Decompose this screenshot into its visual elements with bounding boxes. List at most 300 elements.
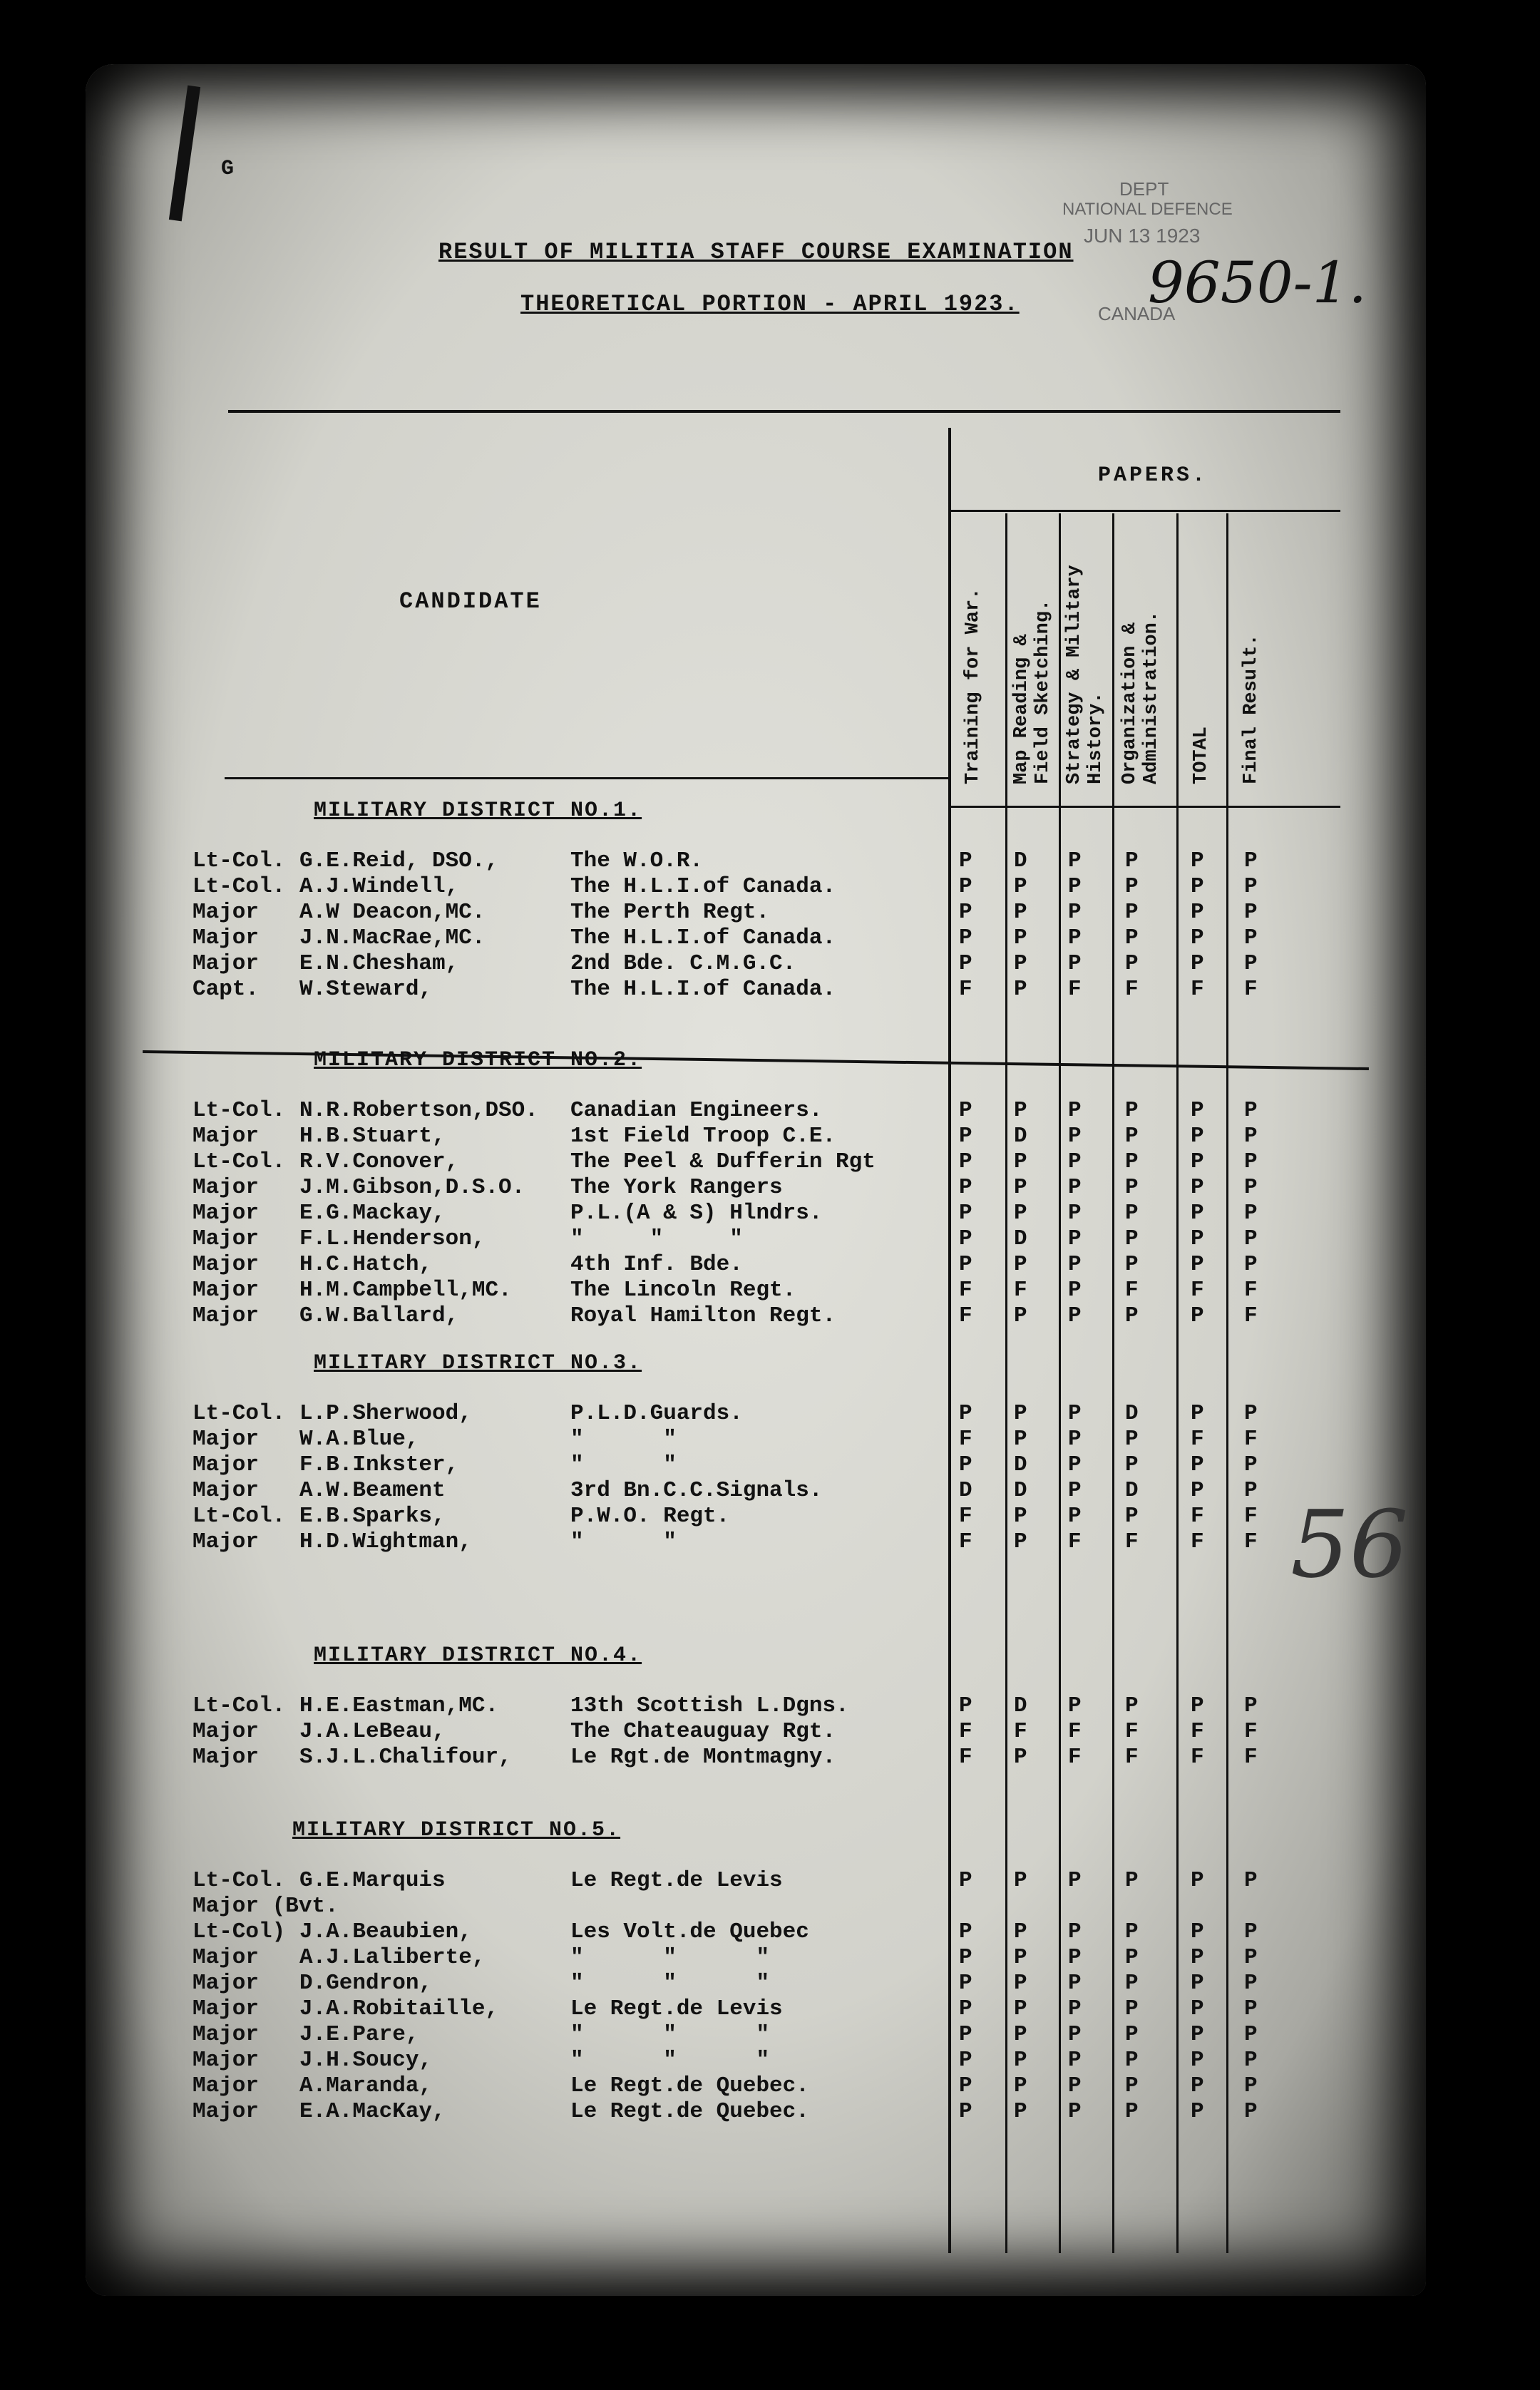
result-mark: P bbox=[1244, 2099, 1258, 2124]
result-mark: F bbox=[1244, 1303, 1258, 1328]
result-mark: P bbox=[959, 2073, 972, 2098]
result-mark: P bbox=[959, 2048, 972, 2073]
result-mark: P bbox=[1244, 1175, 1258, 1200]
result-mark: P bbox=[959, 1175, 972, 1200]
candidate-rank: Major bbox=[192, 1996, 260, 2021]
candidate-name: E.A.MacKay, bbox=[299, 2099, 446, 2124]
table-row bbox=[86, 1201, 1426, 1226]
result-mark: P bbox=[959, 1124, 972, 1149]
result-mark: P bbox=[959, 1226, 972, 1251]
result-mark: P bbox=[1014, 1401, 1027, 1426]
result-mark: P bbox=[1244, 1945, 1258, 1970]
candidate-rank: Major bbox=[192, 2048, 260, 2073]
result-mark: P bbox=[1014, 1745, 1027, 1770]
col-header-final: Final Result. bbox=[1241, 634, 1262, 784]
candidate-rank: Lt-Col. bbox=[192, 1401, 286, 1426]
result-mark: P bbox=[1125, 1971, 1139, 1996]
candidate-rank: Major bbox=[192, 1945, 260, 1970]
table-row bbox=[86, 2048, 1426, 2073]
result-mark: P bbox=[1191, 1252, 1204, 1277]
table-row bbox=[86, 1427, 1426, 1452]
result-mark: P bbox=[1191, 1201, 1204, 1226]
result-mark: P bbox=[1244, 1149, 1258, 1174]
result-mark: P bbox=[959, 1201, 972, 1226]
result-mark: P bbox=[1191, 1452, 1204, 1477]
candidate-unit: The H.L.I.of Canada. bbox=[570, 925, 836, 950]
result-mark: P bbox=[1244, 1919, 1258, 1944]
result-mark: P bbox=[1014, 1529, 1027, 1554]
result-mark: D bbox=[1014, 1226, 1027, 1251]
table-row bbox=[86, 1693, 1426, 1719]
table-row bbox=[86, 1529, 1426, 1555]
result-mark: P bbox=[1014, 874, 1027, 899]
result-mark: P bbox=[959, 1868, 972, 1893]
result-mark: P bbox=[1068, 1996, 1082, 2021]
candidate-name: R.V.Conover, bbox=[299, 1149, 459, 1174]
document-title: RESULT OF MILITIA STAFF COURSE EXAMINATION bbox=[438, 239, 1074, 265]
result-mark: P bbox=[1244, 1478, 1258, 1503]
result-mark: P bbox=[1191, 900, 1204, 925]
result-mark: P bbox=[1068, 951, 1082, 976]
result-mark: P bbox=[1014, 2048, 1027, 2073]
result-mark: P bbox=[1014, 2073, 1027, 2098]
result-mark: P bbox=[1191, 1303, 1204, 1328]
result-mark: P bbox=[1191, 1693, 1204, 1718]
candidate-rank: Major bbox=[192, 1124, 260, 1149]
result-mark: P bbox=[1014, 1201, 1027, 1226]
result-mark: P bbox=[1191, 1401, 1204, 1426]
result-mark: P bbox=[1244, 1996, 1258, 2021]
result-mark: P bbox=[1068, 1098, 1082, 1123]
result-mark: F bbox=[1191, 1719, 1204, 1744]
candidate-unit: The W.O.R. bbox=[570, 848, 704, 873]
table-row bbox=[86, 1175, 1426, 1201]
papers-header: PAPERS. bbox=[1098, 463, 1208, 488]
candidate-name: H.C.Hatch, bbox=[299, 1252, 433, 1277]
candidate-rank: Major bbox=[192, 925, 260, 950]
table-row bbox=[86, 1278, 1426, 1303]
result-mark: F bbox=[1068, 1529, 1082, 1554]
result-mark: P bbox=[1125, 1201, 1139, 1226]
candidate-rank: Major bbox=[192, 1719, 260, 1744]
candidate-rank: Major (Bvt. bbox=[192, 1894, 339, 1919]
result-mark: P bbox=[1125, 1693, 1139, 1718]
candidate-unit: " " " bbox=[570, 2048, 770, 2073]
result-mark: F bbox=[1068, 1745, 1082, 1770]
result-mark: F bbox=[1244, 1529, 1258, 1554]
col-header-training: Training for War. bbox=[962, 588, 984, 784]
result-mark: P bbox=[1125, 1303, 1139, 1328]
result-mark: P bbox=[1068, 1124, 1082, 1149]
candidate-unit: Le Regt.de Quebec. bbox=[570, 2073, 809, 2098]
candidate-rank: Major bbox=[192, 2073, 260, 2098]
result-mark: P bbox=[1125, 1149, 1139, 1174]
candidate-rank: Lt-Col. bbox=[192, 1504, 286, 1529]
result-mark: P bbox=[1014, 1504, 1027, 1529]
candidate-rank: Lt-Col. bbox=[192, 1693, 286, 1718]
result-mark: P bbox=[1191, 1868, 1204, 1893]
result-mark: P bbox=[1244, 1201, 1258, 1226]
result-mark: P bbox=[1068, 1401, 1082, 1426]
col-header-strategy: Strategy & Military History. bbox=[1064, 565, 1107, 784]
candidate-name: A.W Deacon,MC. bbox=[299, 900, 486, 925]
candidate-name: E.N.Chesham, bbox=[299, 951, 459, 976]
result-mark: P bbox=[959, 1149, 972, 1174]
result-mark: P bbox=[1068, 900, 1082, 925]
result-mark: P bbox=[1125, 1427, 1139, 1452]
result-mark: F bbox=[1191, 1529, 1204, 1554]
result-mark: P bbox=[1014, 1252, 1027, 1277]
result-mark: D bbox=[1125, 1401, 1139, 1426]
table-row bbox=[86, 1894, 1426, 1919]
table-row bbox=[86, 1478, 1426, 1504]
result-mark: P bbox=[1244, 1124, 1258, 1149]
result-mark: P bbox=[1191, 848, 1204, 873]
result-mark: F bbox=[1244, 1278, 1258, 1303]
result-mark: F bbox=[1244, 1719, 1258, 1744]
candidate-name: A.W.Beament bbox=[299, 1478, 446, 1503]
result-mark: P bbox=[1014, 951, 1027, 976]
result-mark: P bbox=[1191, 1945, 1204, 1970]
candidate-name: G.E.Marquis bbox=[299, 1868, 446, 1893]
table-row bbox=[86, 951, 1426, 977]
table-row bbox=[86, 1226, 1426, 1252]
result-mark: P bbox=[1014, 1945, 1027, 1970]
candidate-unit: Les Volt.de Quebec bbox=[570, 1919, 809, 1944]
result-mark: P bbox=[1191, 1971, 1204, 1996]
result-mark: P bbox=[1191, 2099, 1204, 2124]
col-header-total: TOTAL bbox=[1191, 726, 1212, 784]
candidate-name: N.R.Robertson,DSO. bbox=[299, 1098, 538, 1123]
result-mark: P bbox=[959, 1693, 972, 1718]
candidate-unit: The Perth Regt. bbox=[570, 900, 770, 925]
candidate-name: W.A.Blue, bbox=[299, 1427, 419, 1452]
result-mark: P bbox=[1191, 925, 1204, 950]
candidate-unit: " " bbox=[570, 1529, 677, 1554]
table-row bbox=[86, 1971, 1426, 1996]
candidate-name: J.A.LeBeau, bbox=[299, 1719, 446, 1744]
candidate-rank: Major bbox=[192, 1175, 260, 1200]
candidate-unit: The H.L.I.of Canada. bbox=[570, 874, 836, 899]
candidate-name: H.M.Campbell,MC. bbox=[299, 1278, 512, 1303]
candidate-rank: Major bbox=[192, 1745, 260, 1770]
result-mark: F bbox=[1191, 977, 1204, 1002]
candidate-name: E.G.Mackay, bbox=[299, 1201, 446, 1226]
candidate-unit: Le Rgt.de Montmagny. bbox=[570, 1745, 836, 1770]
result-mark: P bbox=[1014, 925, 1027, 950]
result-mark: P bbox=[1068, 1252, 1082, 1277]
result-mark: P bbox=[959, 848, 972, 873]
result-mark: P bbox=[1125, 874, 1139, 899]
result-mark: P bbox=[1244, 1401, 1258, 1426]
result-mark: D bbox=[1125, 1478, 1139, 1503]
result-mark: P bbox=[959, 1252, 972, 1277]
table-row bbox=[86, 848, 1426, 874]
candidate-name: J.A.Robitaille, bbox=[299, 1996, 499, 2021]
candidate-name: S.J.L.Chalifour, bbox=[299, 1745, 512, 1770]
candidate-unit: " " bbox=[570, 1452, 677, 1477]
result-mark: P bbox=[1125, 2048, 1139, 2073]
table-row bbox=[86, 1996, 1426, 2022]
result-mark: P bbox=[1125, 2022, 1139, 2047]
result-mark: F bbox=[1244, 977, 1258, 1002]
table-row bbox=[86, 900, 1426, 925]
result-mark: F bbox=[959, 977, 972, 1002]
table-row bbox=[86, 977, 1426, 1002]
col-header-organization: Organization & Administration. bbox=[1119, 610, 1162, 784]
result-mark: P bbox=[1244, 1452, 1258, 1477]
result-mark: P bbox=[959, 951, 972, 976]
candidate-name: H.D.Wightman, bbox=[299, 1529, 472, 1554]
district-title: MILITARY DISTRICT NO.4. bbox=[314, 1643, 642, 1668]
candidate-unit: " " bbox=[570, 1427, 677, 1452]
result-mark: F bbox=[1125, 1745, 1139, 1770]
candidate-rank: Major bbox=[192, 1529, 260, 1554]
candidate-name: F.L.Henderson, bbox=[299, 1226, 486, 1251]
papers-rule bbox=[948, 510, 1340, 512]
result-mark: P bbox=[959, 1919, 972, 1944]
result-mark: P bbox=[1068, 1971, 1082, 1996]
result-mark: P bbox=[1014, 1303, 1027, 1328]
result-mark: P bbox=[1191, 1996, 1204, 2021]
candidate-name: D.Gendron, bbox=[299, 1971, 433, 1996]
district-title: MILITARY DISTRICT NO.1. bbox=[314, 799, 642, 823]
candidate-name: J.A.Beaubien, bbox=[299, 1919, 472, 1944]
result-mark: P bbox=[1191, 2073, 1204, 2098]
candidate-name: A.J.Windell, bbox=[299, 874, 459, 899]
result-mark: F bbox=[1068, 977, 1082, 1002]
table-row bbox=[86, 1098, 1426, 1124]
result-mark: P bbox=[1191, 1149, 1204, 1174]
district-title: MILITARY DISTRICT NO.5. bbox=[292, 1818, 621, 1842]
candidate-name: H.B.Stuart, bbox=[299, 1124, 446, 1149]
result-mark: P bbox=[959, 874, 972, 899]
candidate-name: G.E.Reid, DSO., bbox=[299, 848, 499, 873]
result-mark: P bbox=[1244, 1226, 1258, 1251]
candidate-name: E.B.Sparks, bbox=[299, 1504, 446, 1529]
result-mark: P bbox=[1191, 874, 1204, 899]
result-mark: P bbox=[1068, 1504, 1082, 1529]
result-mark: P bbox=[1068, 1478, 1082, 1503]
result-mark: P bbox=[959, 1401, 972, 1426]
result-mark: P bbox=[1125, 1252, 1139, 1277]
result-mark: P bbox=[1244, 925, 1258, 950]
candidate-unit: 13th Scottish L.Dgns. bbox=[570, 1693, 849, 1718]
result-mark: P bbox=[1244, 874, 1258, 899]
result-mark: F bbox=[959, 1278, 972, 1303]
result-mark: P bbox=[1068, 1149, 1082, 1174]
candidate-unit: Le Regt.de Quebec. bbox=[570, 2099, 809, 2124]
result-mark: P bbox=[1244, 1971, 1258, 1996]
candidate-unit: " " " bbox=[570, 1945, 770, 1970]
result-mark: P bbox=[959, 925, 972, 950]
result-mark: P bbox=[1244, 2073, 1258, 2098]
result-mark: P bbox=[1014, 2099, 1027, 2124]
candidate-unit: 4th Inf. Bde. bbox=[570, 1252, 743, 1277]
result-mark: P bbox=[1068, 2022, 1082, 2047]
result-mark: P bbox=[959, 2022, 972, 2047]
table-row bbox=[86, 1868, 1426, 1894]
result-mark: D bbox=[1014, 1693, 1027, 1718]
result-mark: D bbox=[1014, 848, 1027, 873]
result-mark: P bbox=[1125, 2099, 1139, 2124]
candidate-unit: Le Regt.de Levis bbox=[570, 1868, 783, 1893]
result-mark: P bbox=[1068, 1427, 1082, 1452]
result-mark: P bbox=[1191, 2048, 1204, 2073]
result-mark: F bbox=[1014, 1719, 1027, 1744]
candidate-name: A.J.Laliberte, bbox=[299, 1945, 486, 1970]
result-mark: P bbox=[1125, 1226, 1139, 1251]
table-row bbox=[86, 1504, 1426, 1529]
result-mark: P bbox=[1068, 1452, 1082, 1477]
candidate-name: F.B.Inkster, bbox=[299, 1452, 459, 1477]
candidate-unit: The York Rangers bbox=[570, 1175, 783, 1200]
result-mark: P bbox=[1014, 1971, 1027, 1996]
result-mark: P bbox=[1125, 1945, 1139, 1970]
result-mark: P bbox=[1191, 2022, 1204, 2047]
result-mark: P bbox=[1244, 2048, 1258, 2073]
candidate-name: H.E.Eastman,MC. bbox=[299, 1693, 499, 1718]
result-mark: P bbox=[1068, 1919, 1082, 1944]
candidate-name: L.P.Sherwood, bbox=[299, 1401, 472, 1426]
result-mark: P bbox=[1125, 1098, 1139, 1123]
result-mark: P bbox=[1014, 977, 1027, 1002]
table-row bbox=[86, 1945, 1426, 1971]
candidate-unit: The Peel & Dufferin Rgt bbox=[570, 1149, 876, 1174]
result-mark: P bbox=[1014, 1996, 1027, 2021]
district-title: MILITARY DISTRICT NO.3. bbox=[314, 1351, 642, 1375]
candidate-rank: Major bbox=[192, 1971, 260, 1996]
district-title: MILITARY DISTRICT NO.2. bbox=[314, 1048, 642, 1072]
result-mark: P bbox=[959, 1971, 972, 1996]
candidate-unit: The Lincoln Regt. bbox=[570, 1278, 796, 1303]
result-mark: P bbox=[1244, 2022, 1258, 2047]
result-mark: F bbox=[959, 1529, 972, 1554]
result-mark: D bbox=[1014, 1452, 1027, 1477]
table-row bbox=[86, 1919, 1426, 1945]
margin-note: 56 bbox=[1290, 1490, 1409, 1599]
candidate-rank: Lt-Col) bbox=[192, 1919, 286, 1944]
result-mark: D bbox=[1014, 1124, 1027, 1149]
result-mark: P bbox=[1125, 900, 1139, 925]
result-mark: P bbox=[1068, 1868, 1082, 1893]
result-mark: P bbox=[1191, 1919, 1204, 1944]
result-mark: P bbox=[959, 1996, 972, 2021]
result-mark: F bbox=[1191, 1504, 1204, 1529]
result-mark: P bbox=[1014, 1149, 1027, 1174]
result-mark: P bbox=[1068, 1945, 1082, 1970]
candidate-unit: P.L.(A & S) Hlndrs. bbox=[570, 1201, 823, 1226]
candidate-rank: Major bbox=[192, 951, 260, 976]
result-mark: P bbox=[1014, 900, 1027, 925]
ink-mark bbox=[169, 86, 200, 222]
result-mark: P bbox=[1244, 1693, 1258, 1718]
result-mark: P bbox=[1125, 1124, 1139, 1149]
candidate-unit: 2nd Bde. C.M.G.C. bbox=[570, 951, 796, 976]
candidate-name: J.N.MacRae,MC. bbox=[299, 925, 486, 950]
result-mark: P bbox=[1068, 1278, 1082, 1303]
candidate-unit: P.W.O. Regt. bbox=[570, 1504, 730, 1529]
table-row bbox=[86, 1401, 1426, 1427]
candidate-unit: Le Regt.de Levis bbox=[570, 1996, 783, 2021]
result-mark: P bbox=[1014, 2022, 1027, 2047]
result-mark: P bbox=[1191, 1478, 1204, 1503]
result-mark: P bbox=[1068, 1201, 1082, 1226]
result-mark: P bbox=[959, 1452, 972, 1477]
result-mark: P bbox=[1125, 1175, 1139, 1200]
result-mark: F bbox=[1014, 1278, 1027, 1303]
candidate-rank: Major bbox=[192, 2099, 260, 2124]
candidate-rank: Major bbox=[192, 1303, 260, 1328]
candidate-unit: The Chateauguay Rgt. bbox=[570, 1719, 836, 1744]
result-mark: P bbox=[1125, 1504, 1139, 1529]
stamp-defence: NATIONAL DEFENCE bbox=[1062, 200, 1233, 219]
table-row bbox=[86, 2022, 1426, 2048]
result-mark: P bbox=[1068, 2048, 1082, 2073]
result-mark: P bbox=[1191, 1124, 1204, 1149]
candidate-rank: Capt. bbox=[192, 977, 260, 1002]
result-mark: P bbox=[1014, 1919, 1027, 1944]
candidate-unit: " " " bbox=[570, 1971, 770, 1996]
candidate-name: A.Maranda, bbox=[299, 2073, 433, 2098]
result-mark: P bbox=[959, 1098, 972, 1123]
candidate-rank: Lt-Col. bbox=[192, 1098, 286, 1123]
result-mark: P bbox=[1014, 1098, 1027, 1123]
candidate-rank: Lt-Col. bbox=[192, 1868, 286, 1893]
result-mark: P bbox=[1125, 1452, 1139, 1477]
table-row bbox=[86, 1149, 1426, 1175]
candidate-unit: " " " bbox=[570, 2022, 770, 2047]
result-mark: P bbox=[1068, 1303, 1082, 1328]
result-mark: P bbox=[1244, 900, 1258, 925]
result-mark: P bbox=[1125, 2073, 1139, 2098]
result-mark: F bbox=[959, 1719, 972, 1744]
result-mark: P bbox=[1068, 2099, 1082, 2124]
table-row bbox=[86, 1745, 1426, 1770]
file-number: 9650-1. bbox=[1148, 250, 1367, 316]
result-mark: P bbox=[1125, 848, 1139, 873]
result-mark: P bbox=[1014, 1868, 1027, 1893]
table-row bbox=[86, 1303, 1426, 1329]
result-mark: P bbox=[1068, 1226, 1082, 1251]
table-row bbox=[86, 874, 1426, 900]
result-mark: P bbox=[1068, 848, 1082, 873]
candidate-unit: The H.L.I.of Canada. bbox=[570, 977, 836, 1002]
candidate-unit: 3rd Bn.C.C.Signals. bbox=[570, 1478, 823, 1503]
table-row bbox=[86, 2073, 1426, 2099]
result-mark: P bbox=[1068, 1175, 1082, 1200]
candidate-rank: Major bbox=[192, 2022, 260, 2047]
stamp-dept: DEPT bbox=[1119, 178, 1169, 200]
result-mark: F bbox=[959, 1504, 972, 1529]
candidate-unit: " " " bbox=[570, 1226, 743, 1251]
result-mark: P bbox=[1191, 1175, 1204, 1200]
candidate-unit: Canadian Engineers. bbox=[570, 1098, 823, 1123]
result-mark: P bbox=[1244, 1098, 1258, 1123]
result-mark: P bbox=[1014, 1427, 1027, 1452]
col-header-map-reading: Map Reading & Field Sketching. bbox=[1011, 599, 1054, 784]
candidate-rank: Major bbox=[192, 1252, 260, 1277]
result-mark: F bbox=[1125, 977, 1139, 1002]
result-mark: F bbox=[1244, 1427, 1258, 1452]
result-mark: F bbox=[1068, 1719, 1082, 1744]
table-row bbox=[86, 1719, 1426, 1745]
result-mark: P bbox=[959, 2099, 972, 2124]
candidate-unit: P.L.D.Guards. bbox=[570, 1401, 743, 1426]
result-mark: P bbox=[1244, 848, 1258, 873]
result-mark: F bbox=[1125, 1278, 1139, 1303]
candidate-name: W.Steward, bbox=[299, 977, 433, 1002]
